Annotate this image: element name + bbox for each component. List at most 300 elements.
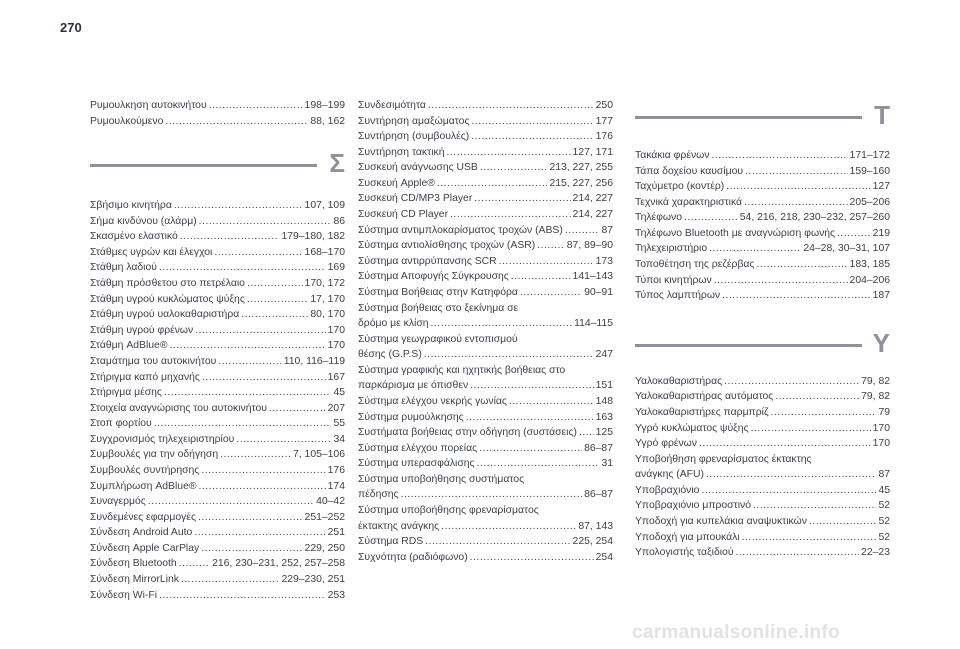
entry-text-line1: Υποβοήθηση φρεναρίσματος έκτακτης — [635, 453, 812, 465]
entry-text: Συναγερμός — [90, 496, 146, 508]
entry-text: Σύστημα αντιμπλοκαρίσματος τροχών (ABS) — [358, 224, 563, 236]
entry-text: Τηλεχειριστήριο — [635, 243, 708, 255]
dot-leader — [269, 401, 326, 417]
entry-text: Συσκευή CD Player — [358, 209, 449, 221]
dot-leader — [474, 191, 570, 207]
index-entry — [635, 436, 890, 452]
entry-pages: 80, 170 — [310, 309, 345, 321]
entry-line2 — [358, 487, 613, 503]
entry-text-line1: Σύστημα γεωγραφικού εντοπισμού — [358, 333, 518, 345]
index-entry — [358, 145, 613, 161]
entry-text: Συμπλήρωση AdBlue® — [90, 480, 197, 492]
entry-text: Στήριγμα μέσης — [90, 387, 162, 399]
index-entry — [635, 421, 890, 437]
entry-pages: 163 — [595, 411, 613, 423]
entry-pages: 79 — [878, 406, 890, 418]
entry-pages: 40–42 — [316, 496, 345, 508]
dot-leader — [684, 210, 738, 226]
entry-text: Σύστημα ρυμούλκησης — [358, 411, 464, 423]
entry-pages: 170 — [327, 324, 345, 336]
dot-leader — [714, 273, 848, 289]
index-entry — [90, 510, 345, 526]
entry-text: Σήμα κινδύνου (αλάρμ) — [90, 215, 197, 227]
dot-leader — [247, 276, 303, 292]
index-entry — [90, 494, 345, 510]
entry-pages: 214, 227 — [572, 209, 613, 221]
entry-pages: 169 — [327, 262, 345, 274]
section-divider — [90, 164, 317, 167]
dot-leader — [180, 229, 280, 245]
index-entry — [635, 483, 890, 499]
dot-leader — [165, 114, 308, 130]
dot-leader — [466, 410, 594, 426]
index-entry — [90, 245, 345, 261]
entry-pages: 214, 227 — [572, 193, 613, 205]
index-entry — [635, 374, 890, 390]
index-entry — [90, 260, 345, 276]
entry-pages: 86–87 — [584, 442, 613, 454]
entry-text: Υαλοκαθαριστήρας — [635, 375, 723, 387]
entry-pages: 229, 250 — [304, 542, 345, 554]
entry-pages: 88, 162 — [310, 115, 345, 127]
entry-text: Συμβουλές συντήρησης — [90, 464, 200, 476]
entry-pages: 168–170 — [304, 246, 345, 258]
index-entry — [358, 534, 613, 550]
dot-leader — [159, 260, 326, 276]
entry-pages: 225, 254 — [572, 536, 613, 548]
index-entry — [358, 176, 613, 192]
dot-leader — [736, 545, 860, 561]
dot-leader — [499, 254, 594, 270]
entry-text: Σύνδεση Android Auto — [90, 527, 193, 539]
dot-leader — [148, 494, 314, 510]
dot-leader — [199, 214, 332, 230]
index-entry — [90, 525, 345, 541]
dot-leader — [441, 519, 576, 535]
dot-leader — [470, 550, 594, 566]
dot-leader — [194, 525, 325, 541]
entry-text: Στήριγμα καπό μηχανής — [90, 371, 200, 383]
entry-pages: 251 — [327, 527, 345, 539]
entry-pages: 90–91 — [584, 286, 613, 298]
index-entry — [358, 410, 613, 426]
entry-pages: 141–143 — [572, 271, 613, 283]
dot-leader — [565, 223, 600, 239]
dot-leader — [247, 292, 308, 308]
dot-leader — [437, 176, 548, 192]
index-entry — [90, 323, 345, 339]
section-header — [90, 146, 345, 184]
dot-leader — [202, 370, 326, 386]
dot-leader — [745, 164, 847, 180]
dot-leader — [756, 257, 847, 273]
index-column-3 — [635, 98, 890, 561]
dot-leader — [699, 436, 871, 452]
entry-pages: 22–23 — [861, 547, 890, 559]
entry-text: πέδησης — [358, 489, 399, 501]
entry-pages: 204–206 — [849, 274, 890, 286]
entry-text-line1: Σύστημα γραφικής και ηχητικής βοήθειας στο — [358, 364, 566, 376]
dot-leader — [753, 498, 876, 514]
entry-text: Σταμάτημα του αυτοκινήτου — [90, 355, 217, 367]
index-entry — [635, 530, 890, 546]
index-entry — [635, 405, 890, 421]
index-entry — [90, 541, 345, 557]
dot-leader — [424, 347, 594, 363]
entry-pages: 253 — [327, 589, 345, 601]
index-entry — [635, 288, 890, 304]
entry-text: έκτακτης ανάγκης — [358, 520, 440, 532]
index-entry — [358, 98, 613, 114]
index-entry — [635, 226, 890, 242]
dot-leader — [751, 421, 871, 437]
index-entry — [358, 114, 613, 130]
entry-pages: 87, 89–90 — [566, 240, 613, 252]
dot-leader — [236, 432, 331, 448]
section-letter: Σ — [329, 148, 345, 179]
dot-leader — [579, 425, 594, 441]
dot-leader — [775, 389, 859, 405]
entry-text: Συγχρονισμός τηλεχειριστηρίου — [90, 433, 235, 445]
index-entry — [358, 223, 613, 239]
index-column-2 — [358, 98, 613, 565]
dot-leader — [169, 338, 325, 354]
index-entry — [635, 273, 890, 289]
entry-text: Συσκευή Apple® — [358, 177, 435, 189]
entry-pages: 52 — [878, 531, 890, 543]
entry-pages: 177 — [595, 115, 613, 127]
index-entry — [90, 229, 345, 245]
dot-leader — [480, 160, 548, 176]
watermark: carmanualsonline.info — [632, 622, 840, 643]
dot-leader — [209, 98, 303, 114]
entry-pages: 52 — [878, 515, 890, 527]
entry-text: Τύποι κινητήρων — [635, 274, 712, 286]
entry-pages: 173 — [595, 255, 613, 267]
index-entry — [358, 285, 613, 301]
index-entry — [358, 472, 613, 503]
dot-leader — [401, 487, 583, 503]
dot-leader — [428, 98, 594, 114]
entry-text: Τάπα δοχείου καυσίμου — [635, 165, 744, 177]
entry-pages: 205–206 — [849, 196, 890, 208]
dot-leader — [425, 534, 570, 550]
entry-pages: 170 — [327, 340, 345, 352]
entry-text: Σβήσιμο κινητήρα — [90, 200, 172, 212]
index-entry — [358, 160, 613, 176]
entry-text: Τηλέφωνο — [635, 212, 683, 224]
entry-text: Συσκευή CD/MP3 Player — [358, 193, 473, 205]
entry-pages: 114–115 — [574, 318, 613, 330]
entry-pages: 110, 116–119 — [283, 355, 345, 367]
entry-text: Σκασμένο ελαστικό — [90, 231, 178, 243]
entry-text: δρόμο με κλίση — [358, 318, 429, 330]
entry-text: Σύνδεση MirrorLink — [90, 574, 179, 586]
entry-text: Στάθμη υγρού φρένων — [90, 324, 194, 336]
entry-pages: 24–28, 30–31, 107 — [803, 243, 890, 255]
index-entry — [358, 394, 613, 410]
index-entry — [358, 254, 613, 270]
entry-pages: 198–199 — [304, 100, 345, 111]
index-entry — [635, 545, 890, 561]
dot-leader — [218, 354, 281, 370]
index-entry — [358, 238, 613, 254]
index-entry — [358, 550, 613, 566]
index-entry — [90, 214, 345, 230]
entry-text: Σύστημα ελέγχου νεκρής γωνίας — [358, 395, 507, 407]
entry-pages: 34 — [333, 433, 345, 445]
entry-text: Υποβραχιόνιο μπροστινό — [635, 500, 751, 512]
entry-text: Τύπος λαμπτήρων — [635, 290, 721, 302]
index-entry — [90, 416, 345, 432]
index-entry — [635, 179, 890, 195]
dot-leader — [477, 456, 600, 472]
entry-text: Στοπ φορτίου — [90, 418, 152, 430]
dot-leader — [195, 323, 325, 339]
dot-leader — [479, 441, 582, 457]
index-entry — [635, 241, 890, 257]
entry-pages: 151 — [595, 380, 613, 392]
dot-leader — [520, 285, 582, 301]
entry-text: Συσκευή ανάγνωσης USB — [358, 162, 478, 174]
index-entry — [90, 98, 345, 114]
dot-leader — [511, 269, 571, 285]
entry-pages: 79, 82 — [861, 375, 890, 387]
dot-leader — [509, 394, 594, 410]
dot-leader — [174, 198, 303, 214]
entry-text: Υαλοκαθαριστήρας αυτόματος — [635, 391, 774, 403]
dot-leader — [711, 148, 847, 164]
dot-leader — [744, 195, 847, 211]
entry-text: Στάθμη υγρού κυκλώματος ψύξης — [90, 293, 245, 305]
dot-leader — [537, 238, 565, 254]
section-header — [635, 326, 890, 364]
dot-leader — [742, 530, 877, 546]
entry-pages: 127, 171 — [572, 146, 613, 158]
entry-text: Ταχύμετρο (κοντέρ) — [635, 181, 725, 193]
dot-leader — [201, 541, 302, 557]
index-entry — [358, 425, 613, 441]
index-entry — [635, 498, 890, 514]
entry-pages: 247 — [595, 349, 613, 361]
index-entry — [90, 276, 345, 292]
entry-text: Ρυμουλκηση αυτοκινήτου — [90, 100, 207, 111]
entry-pages: 254 — [595, 551, 613, 563]
entry-pages: 45 — [333, 387, 345, 399]
entry-pages: 215, 227, 256 — [549, 177, 613, 189]
index-entry — [90, 292, 345, 308]
dot-leader — [722, 288, 871, 304]
entry-text: Συντήρηση (συμβουλές) — [358, 131, 470, 143]
dot-leader — [220, 447, 291, 463]
dot-leader — [724, 374, 859, 390]
entry-text: Σύνδεση Apple CarPlay — [90, 542, 200, 554]
entry-pages: 187 — [872, 290, 890, 302]
entry-pages: 86 — [333, 215, 345, 227]
entry-pages: 7, 105–106 — [292, 449, 345, 461]
index-entry — [635, 257, 890, 273]
dot-leader — [431, 316, 573, 332]
index-entry — [90, 447, 345, 463]
entry-pages: 125 — [595, 427, 613, 439]
entry-text: Υαλοκαθαριστήρες παρμπρίζ — [635, 406, 769, 418]
dot-leader — [701, 483, 876, 499]
entry-pages: 170 — [872, 422, 890, 434]
entry-pages: 251–252 — [304, 511, 345, 523]
index-entry — [358, 129, 613, 145]
index-entry — [90, 307, 345, 323]
entry-pages: 216, 230–231, 252, 257–258 — [212, 558, 345, 570]
entry-text: Συστήματα βοήθειας στην οδήγηση (συστάσεις) — [358, 427, 577, 439]
entry-text: Ρυμουλκούμενο — [90, 115, 164, 127]
entry-pages: 52 — [878, 500, 890, 512]
index-entry — [90, 588, 345, 604]
dot-leader — [198, 510, 303, 526]
section-divider — [635, 344, 862, 347]
index-entry — [635, 164, 890, 180]
entry-line2 — [358, 347, 613, 363]
index-entry — [90, 198, 345, 214]
entry-pages: 167 — [327, 371, 345, 383]
index-entry — [90, 114, 345, 130]
entry-pages: 179–180, 182 — [281, 231, 345, 243]
entry-pages: 183, 185 — [849, 259, 890, 271]
index-entry — [635, 210, 890, 226]
entry-text: Υποδοχή για κυπελάκια αναψυκτικών — [635, 515, 807, 527]
dot-leader — [199, 479, 326, 495]
entry-text: Σύστημα ελέγχου πορείας — [358, 442, 478, 454]
dot-leader — [470, 378, 593, 394]
entry-text: Στάθμη AdBlue® — [90, 340, 168, 352]
dot-leader — [471, 114, 593, 130]
entry-pages: 176 — [595, 131, 613, 143]
entry-text: Συχνότητα (ραδιόφωνο) — [358, 551, 468, 563]
entry-text: Υγρό φρένων — [635, 438, 697, 450]
index-entry — [358, 363, 613, 394]
entry-text-line1: Σύστημα υποβοήθησης συστήματος — [358, 473, 525, 485]
index-entry — [90, 572, 345, 588]
entry-pages: 213, 227, 255 — [549, 162, 613, 174]
entry-pages: 55 — [333, 418, 345, 430]
entry-pages: 17, 170 — [310, 293, 345, 305]
dot-leader — [154, 416, 332, 432]
entry-text: Στοιχεία αναγνώρισης του αυτοκινήτου — [90, 402, 267, 414]
index-entry — [358, 441, 613, 457]
entry-line2 — [358, 316, 613, 332]
index-entry — [90, 432, 345, 448]
dot-leader — [837, 226, 871, 242]
entry-pages: 127 — [872, 181, 890, 193]
entry-pages: 54, 216, 218, 230–232, 257–260 — [739, 212, 890, 224]
entry-text: Τηλέφωνο Bluetooth με αναγνώριση φωνής — [635, 227, 836, 239]
index-entry — [90, 370, 345, 386]
index-entry — [358, 269, 613, 285]
entry-text: θέσης (G.P.S) — [358, 349, 422, 361]
dot-leader — [450, 207, 571, 223]
dot-leader — [179, 556, 210, 572]
entry-pages: 31 — [601, 458, 613, 470]
dot-leader — [164, 385, 332, 401]
index-entry — [635, 514, 890, 530]
index-entry — [90, 401, 345, 417]
entry-text: Σύνδεση Bluetooth — [90, 558, 177, 570]
entry-pages: 219 — [872, 227, 890, 239]
index-entry — [635, 389, 890, 405]
entry-pages: 176 — [327, 464, 345, 476]
entry-text: Σύστημα Βοήθειας στην Κατηφόρα — [358, 286, 518, 298]
section-divider — [635, 116, 862, 119]
dot-leader — [241, 307, 308, 323]
dot-leader — [706, 467, 876, 483]
index-entry — [358, 456, 613, 472]
dot-leader — [181, 572, 279, 588]
entry-text: Σύνδεση Wi-Fi — [90, 589, 158, 601]
entry-text: Τεχνικά χαρακτηριστικά — [635, 196, 743, 208]
entry-text: παρκάρισμα με όπισθεν — [358, 380, 469, 392]
index-entry — [90, 463, 345, 479]
entry-text: Συντήρηση τακτική — [358, 146, 445, 158]
entry-pages: 250 — [595, 100, 613, 111]
entry-pages: 171–172 — [849, 150, 890, 161]
entry-pages: 159–160 — [849, 165, 890, 177]
index-entry — [635, 148, 890, 164]
entry-text-line1: Σύστημα βοήθειας στο ξεκίνημα σε — [358, 302, 519, 314]
index-entry — [358, 503, 613, 534]
entry-pages: 229–230, 251 — [281, 574, 345, 586]
entry-text: Υποβραχιόνιο — [635, 484, 700, 496]
entry-text: Υποδοχή για μπουκάλι — [635, 531, 740, 543]
entry-text: Συνδεσιμότητα — [358, 100, 426, 111]
entry-pages: 45 — [878, 484, 890, 496]
dot-leader — [709, 241, 801, 257]
section-header — [635, 98, 890, 136]
index-entry — [358, 332, 613, 363]
index-entry — [90, 354, 345, 370]
entry-text: Στάθμη υγρού υαλοκαθαριστήρα — [90, 309, 240, 321]
entry-text: Σύστημα υπερασφάλισης — [358, 458, 475, 470]
entry-text: Υπολογιστής ταξιδιού — [635, 547, 734, 559]
entry-text-line1: Σύστημα υποβοήθησης φρεναρίσματος — [358, 505, 539, 517]
section-letter: Υ — [872, 327, 890, 358]
entry-pages: 174 — [327, 480, 345, 492]
index-entry — [90, 385, 345, 401]
entry-text: Σύστημα αντιολίσθησης τροχών (ASR) — [358, 240, 536, 252]
index-entry — [90, 479, 345, 495]
entry-line2 — [358, 519, 613, 535]
entry-text: Τακάκια φρένων — [635, 150, 710, 161]
entry-text: Συμβουλές για την οδήγηση — [90, 449, 219, 461]
entry-pages: 207 — [327, 402, 345, 414]
entry-pages: 86–87 — [584, 489, 613, 501]
dot-leader — [214, 245, 302, 261]
entry-text: Σύστημα Αποφυγής Σύγκρουσης — [358, 271, 509, 283]
entry-line2 — [635, 467, 890, 483]
index-entry — [635, 452, 890, 483]
index-entry — [90, 338, 345, 354]
dot-leader — [809, 514, 877, 530]
entry-text: Στάθμη λαδιού — [90, 262, 157, 274]
entry-text: Τοποθέτηση της ρεζέρβας — [635, 259, 755, 271]
dot-leader — [159, 588, 326, 604]
entry-text: Στάθμες υγρών και έλεγχοι — [90, 246, 213, 258]
index-column-1 — [90, 98, 345, 603]
dot-leader — [201, 463, 325, 479]
index-entry — [358, 191, 613, 207]
entry-pages: 87, 143 — [578, 520, 613, 532]
dot-leader — [771, 405, 877, 421]
entry-pages: 87 — [878, 469, 890, 481]
dot-leader — [726, 179, 870, 195]
